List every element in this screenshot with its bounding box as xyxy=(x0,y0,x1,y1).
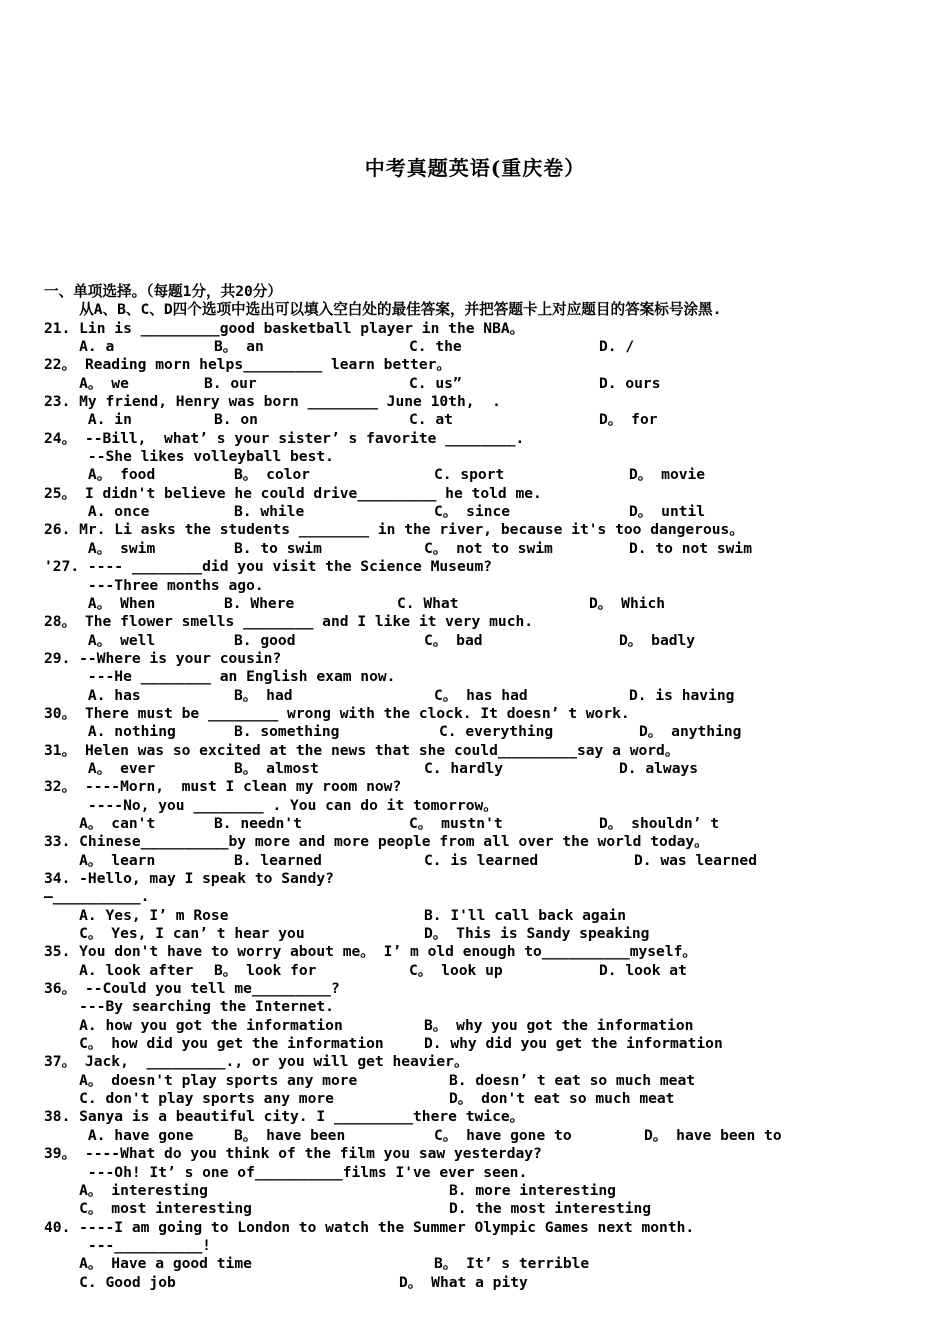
text-line xyxy=(44,833,924,851)
option-text: D。 don't eat so much meat xyxy=(449,1090,675,1108)
options-row xyxy=(44,503,924,521)
option-text: B. on xyxy=(214,411,258,429)
options-row xyxy=(44,687,924,705)
option-text: D。 anything xyxy=(639,723,742,741)
option-text: C. don't play sports any more xyxy=(44,1090,334,1108)
option-text: A. look after xyxy=(44,961,194,979)
option-text: A。 Have a good time xyxy=(44,1255,252,1273)
option-text: C. Good job xyxy=(44,1273,176,1291)
option-text: C。 look up xyxy=(409,961,503,979)
options-row xyxy=(44,1127,924,1145)
option-text: A。 interesting xyxy=(44,1181,208,1199)
option-text: C。 has had xyxy=(434,686,528,704)
option-text: B. something xyxy=(234,723,340,741)
option-text: A. how you got the information xyxy=(44,1016,343,1034)
option-text: B。 why you got the information xyxy=(424,1016,694,1034)
option-text: A. has xyxy=(44,686,141,704)
text-line xyxy=(44,577,924,595)
option-text: D. always xyxy=(619,759,699,777)
text-line xyxy=(44,1053,924,1071)
line-text: '27. ---- ________did you visit the Science Museum? xyxy=(44,558,493,576)
options-row xyxy=(44,375,924,393)
option-text: B。 have been xyxy=(234,1126,346,1144)
text-line xyxy=(44,943,924,961)
text-line xyxy=(44,888,924,906)
text-line xyxy=(44,998,924,1016)
text-line xyxy=(44,650,924,668)
text-line xyxy=(44,430,924,448)
option-text: D。 This is Sandy speaking xyxy=(424,925,650,943)
line-text: ---Three months ago. xyxy=(44,576,264,594)
options-row xyxy=(44,632,924,650)
text-line xyxy=(44,613,924,631)
options-row xyxy=(44,1200,924,1218)
options-row xyxy=(44,723,924,741)
text-line xyxy=(44,485,924,503)
text-line xyxy=(44,980,924,998)
line-text: 23. My friend, Henry was born ________ June 10th, . xyxy=(44,393,501,411)
line-text: 36。 --Could you tell me_________? xyxy=(44,980,340,998)
option-text: A。 learn xyxy=(44,851,156,869)
option-text: C。 have gone to xyxy=(434,1126,572,1144)
line-text: 22。 Reading morn helps_________ learn better。 xyxy=(44,356,451,374)
option-text: C。 most interesting xyxy=(44,1200,252,1218)
option-text: D. look at xyxy=(599,961,687,979)
text-line xyxy=(44,1108,924,1126)
option-text: A. nothing xyxy=(44,723,176,741)
options-row xyxy=(44,1035,924,1053)
option-text: C。 since xyxy=(434,503,511,521)
option-text: C。 not to swim xyxy=(424,539,553,557)
option-text: B. learned xyxy=(234,851,322,869)
option-text: D. is having xyxy=(629,686,735,704)
line-text: 31。 Helen was so excited at the news that she could_________say a word。 xyxy=(44,741,680,759)
option-text: B. good xyxy=(234,631,296,649)
option-text: C. What xyxy=(397,594,459,612)
page-title: 中考真题英语(重庆卷） xyxy=(364,156,586,180)
line-text: 一、单项选择。（每题1分，共20分） xyxy=(44,283,282,300)
option-text: B。 an xyxy=(214,338,264,356)
option-text: A. Yes, I’ m Rose xyxy=(44,906,229,924)
line-text: ----No, you ________ . You can do it tomorrow。 xyxy=(44,796,498,814)
option-text: C. at xyxy=(409,411,453,429)
line-text: 30。 There must be ________ wrong with the clock. It doesn’ t work. xyxy=(44,704,630,722)
line-text: 38. Sanya is a beautiful city. I _________there twice。 xyxy=(44,1108,525,1126)
option-text: A. in xyxy=(44,411,132,429)
line-text: 32。 ----Morn, must I clean my room now? xyxy=(44,778,402,796)
option-text: D. to not swim xyxy=(629,539,753,557)
option-text: A. have gone xyxy=(44,1126,194,1144)
text-line xyxy=(44,1237,924,1255)
text-line xyxy=(44,283,924,301)
text-line xyxy=(44,778,924,796)
option-text: D。 What a pity xyxy=(399,1273,528,1291)
option-text: C. the xyxy=(409,338,462,356)
option-text: D。 shouldn’ t xyxy=(599,814,720,832)
option-text: A。 we xyxy=(44,374,129,392)
text-line xyxy=(44,1164,924,1182)
option-text: A。 can't xyxy=(44,814,156,832)
options-row xyxy=(44,540,924,558)
option-text: C。 mustn't xyxy=(409,814,503,832)
exam-section xyxy=(44,283,924,1292)
text-line xyxy=(44,668,924,686)
options-row xyxy=(44,760,924,778)
option-text: C. us” xyxy=(409,374,462,392)
option-text: C。 bad xyxy=(424,631,483,649)
option-text: A. a xyxy=(44,338,115,356)
text-line xyxy=(44,1145,924,1163)
options-row xyxy=(44,1072,924,1090)
text-line xyxy=(44,705,924,723)
option-text: A。 ever xyxy=(44,759,156,777)
options-row xyxy=(44,907,924,925)
options-row xyxy=(44,1182,924,1200)
option-text: D. / xyxy=(599,338,635,356)
options-row xyxy=(44,338,924,356)
option-text: A。 doesn't play sports any more xyxy=(44,1071,358,1089)
line-text: 37。 Jack, _________., or you will get heavier。 xyxy=(44,1053,469,1071)
text-line xyxy=(44,521,924,539)
option-text: A。 swim xyxy=(44,539,156,557)
option-text: C。 how did you get the information xyxy=(44,1035,384,1053)
option-text: D。 for xyxy=(599,411,658,429)
line-text: 35. You don't have to worry about me。 I’ m old enough to__________myself。 xyxy=(44,943,698,961)
option-text: B. I'll call back again xyxy=(424,906,627,924)
option-text: C. is learned xyxy=(424,851,539,869)
line-text: 25。 I didn't believe he could drive_________ he told me. xyxy=(44,484,542,502)
line-text: ---By searching the Internet. xyxy=(44,998,334,1016)
line-text: 39。 ----What do you think of the film you saw yesterday? xyxy=(44,1145,542,1163)
option-text: C. everything xyxy=(439,723,554,741)
text-line xyxy=(44,742,924,760)
option-text: D。 Which xyxy=(589,594,666,612)
option-text: B。 look for xyxy=(214,961,317,979)
options-row xyxy=(44,466,924,484)
line-text: --She likes volleyball best. xyxy=(44,448,334,466)
line-text: 40. ----I am going to London to watch the Summer Olympic Games next month. xyxy=(44,1218,695,1236)
option-text: B. needn't xyxy=(214,814,302,832)
line-text: 从A、B、C、D四个选项中选出可以填入空白处的最佳答案，并把答题卡上对应题目的答案标号涂黑. xyxy=(44,301,722,319)
option-text: A. once xyxy=(44,503,150,521)
line-text: 34. -Hello, may I speak to Sandy? xyxy=(44,870,334,887)
text-line xyxy=(44,448,924,466)
option-text: B。 almost xyxy=(234,759,319,777)
line-text: ---He ________ an English exam now. xyxy=(44,668,396,686)
line-text: ---__________! xyxy=(44,1236,211,1254)
options-row xyxy=(44,1255,924,1273)
option-text: B. more interesting xyxy=(449,1181,616,1199)
options-row xyxy=(44,411,924,429)
text-line xyxy=(44,558,924,576)
option-text: B. to swim xyxy=(234,539,322,557)
line-text: —__________. xyxy=(44,888,150,906)
text-line xyxy=(44,1219,924,1237)
option-text: A。 food xyxy=(44,466,156,484)
option-text: C。 Yes, I can’ t hear you xyxy=(44,925,305,943)
option-text: A。 well xyxy=(44,631,156,649)
option-text: C. hardly xyxy=(424,759,504,777)
line-text: 24。 --Bill, what’ s your sister’ s favorite ________. xyxy=(44,429,525,447)
line-text: 29. --Where is your cousin? xyxy=(44,649,282,667)
options-row xyxy=(44,1017,924,1035)
option-text: D。 badly xyxy=(619,631,696,649)
option-text: B. our xyxy=(204,374,257,392)
line-text: 26. Mr. Li asks the students ________ in the river, because it's too dangerous。 xyxy=(44,521,744,539)
line-text: ---Oh! It’ s one of__________films I've ever seen. xyxy=(44,1163,528,1181)
option-text: D. ours xyxy=(599,374,661,392)
option-text: A。 When xyxy=(44,594,156,612)
text-line xyxy=(44,870,924,888)
options-row xyxy=(44,1274,924,1292)
option-text: D。 movie xyxy=(629,466,706,484)
line-text: 28。 The flower smells ________ and I like it very much. xyxy=(44,613,534,631)
text-line xyxy=(44,393,924,411)
text-line xyxy=(44,320,924,338)
option-text: D. the most interesting xyxy=(449,1200,652,1218)
options-row xyxy=(44,815,924,833)
option-text: B. while xyxy=(234,503,305,521)
option-text: D. why did you get the information xyxy=(424,1035,723,1053)
options-row xyxy=(44,925,924,943)
line-text: 21. Lin is _________good basketball player in the NBA。 xyxy=(44,319,525,337)
option-text: D. was learned xyxy=(634,851,758,869)
option-text: D。 until xyxy=(629,503,706,521)
option-text: B。 color xyxy=(234,466,311,484)
options-row xyxy=(44,595,924,613)
text-line xyxy=(44,301,924,319)
options-row xyxy=(44,1090,924,1108)
option-text: C. sport xyxy=(434,466,505,484)
option-text: D。 have been to xyxy=(644,1126,782,1144)
option-text: B. Where xyxy=(224,594,295,612)
option-text: B。 had xyxy=(234,686,293,704)
line-text: 33. Chinese__________by more and more people from all over the world today。 xyxy=(44,833,709,851)
text-line xyxy=(44,797,924,815)
option-text: B。 It’ s terrible xyxy=(434,1255,590,1273)
options-row xyxy=(44,962,924,980)
option-text: B. doesn’ t eat so much meat xyxy=(449,1071,696,1089)
text-line xyxy=(44,356,924,374)
options-row xyxy=(44,852,924,870)
